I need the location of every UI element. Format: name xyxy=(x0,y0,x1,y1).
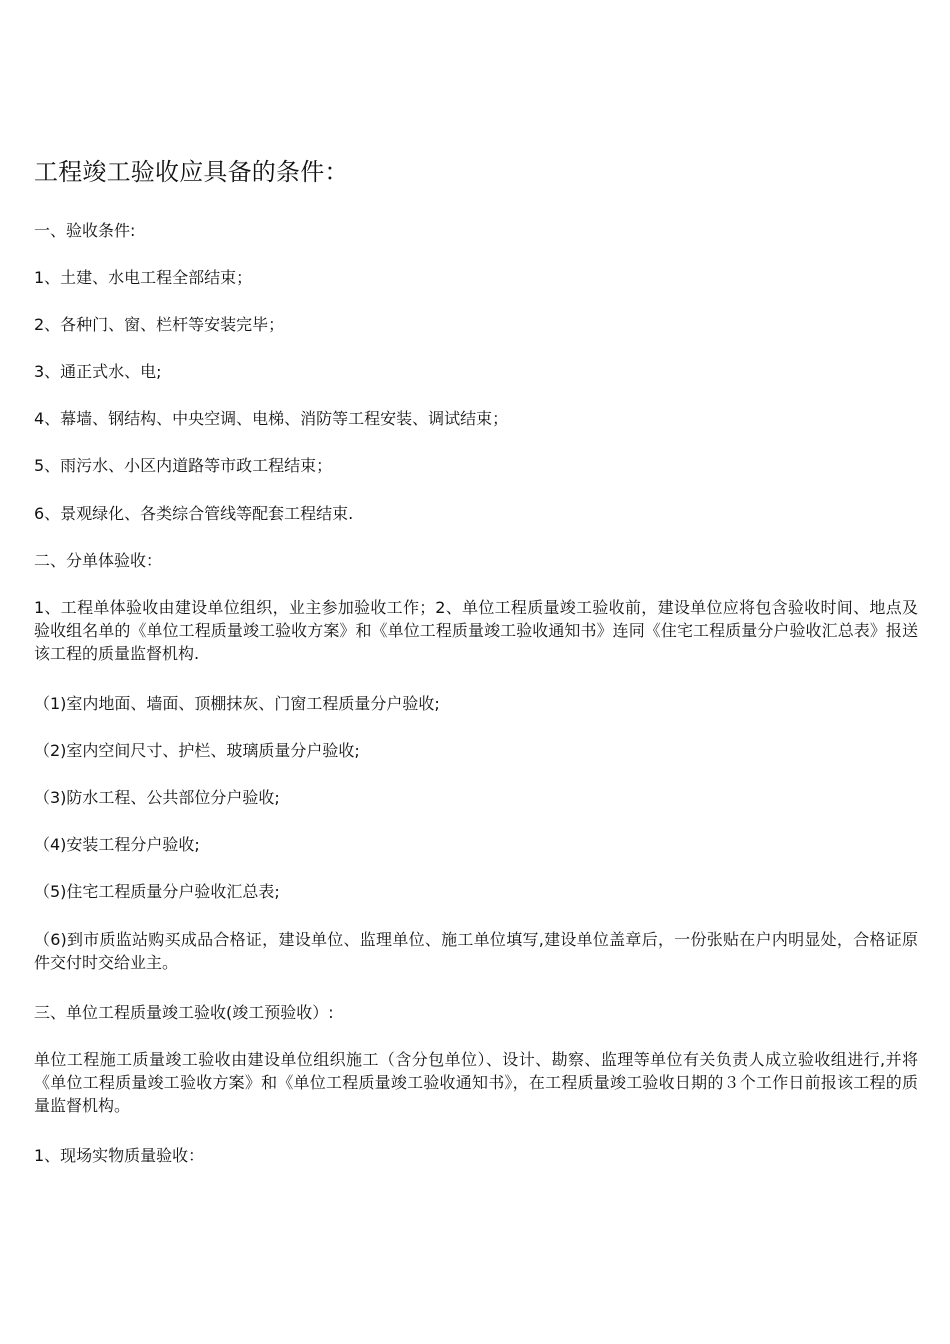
unit-acceptance-paragraph: 1、工程单体验收由建设单位组织，业主参加验收工作；2、单位工程质量竣工验收前，建设单位应将包含验收时间、地点及验收组名单的《单位工程质量竣工验收方案》和《单位工程质量竣工验收通知书》连同《住宅工程质量分户验收汇总表》报送该工程的质量监督机构. xyxy=(34,598,918,663)
condition-item-5: 5、雨污水、小区内道路等市政工程结束； xyxy=(34,456,333,475)
household-item-3: （3)防水工程、公共部位分户验收; xyxy=(34,788,280,807)
household-item-1: （1)室内地面、墙面、顶棚抹灰、门窗工程质量分户验收; xyxy=(34,694,440,713)
household-item-6: （6)到市质监站购买成品合格证，建设单位、监理单位、施工单位填写,建设单位盖章后，一份张贴在户内明显处，合格证原件交付时交给业主。 xyxy=(34,930,918,972)
household-item-4: （4)安装工程分户验收; xyxy=(34,835,200,854)
household-item-2: （2)室内空间尺寸、护栏、玻璃质量分户验收; xyxy=(34,741,360,760)
quality-acceptance-paragraph: 单位工程施工质量竣工验收由建设单位组织施工（含分包单位）、设计、勘察、监理等单位有关负责人成立验收组进行,并将《单位工程质量竣工验收方案》和《单位工程质量竣工验收通知书》，在工程质量竣工验收日期的３个工作日前报该工程的质量监督机构。 xyxy=(34,1050,918,1115)
condition-item-6: 6、景观绿化、各类综合管线等配套工程结束. xyxy=(34,504,354,523)
condition-item-2: 2、各种门、窗、栏杆等安装完毕； xyxy=(34,315,285,334)
section-heading-unit-acceptance: 二、分单体验收： xyxy=(34,551,163,570)
condition-item-4: 4、幕墙、钢结构、中央空调、电梯、消防等工程安装、调试结束； xyxy=(34,409,509,428)
section-heading-quality-acceptance: 三、单位工程质量竣工验收(竣工预验收）: xyxy=(34,1003,334,1022)
condition-item-1: 1、土建、水电工程全部结束； xyxy=(34,268,253,287)
condition-item-3: 3、通正式水、电; xyxy=(34,362,162,381)
household-item-5: （5)住宅工程质量分户验收汇总表; xyxy=(34,882,280,901)
section-heading-acceptance-conditions: 一、验收条件: xyxy=(34,221,136,240)
document-title: 工程竣工验收应具备的条件： xyxy=(34,158,349,186)
onsite-quality-acceptance-item: 1、现场实物质量验收： xyxy=(34,1146,205,1165)
